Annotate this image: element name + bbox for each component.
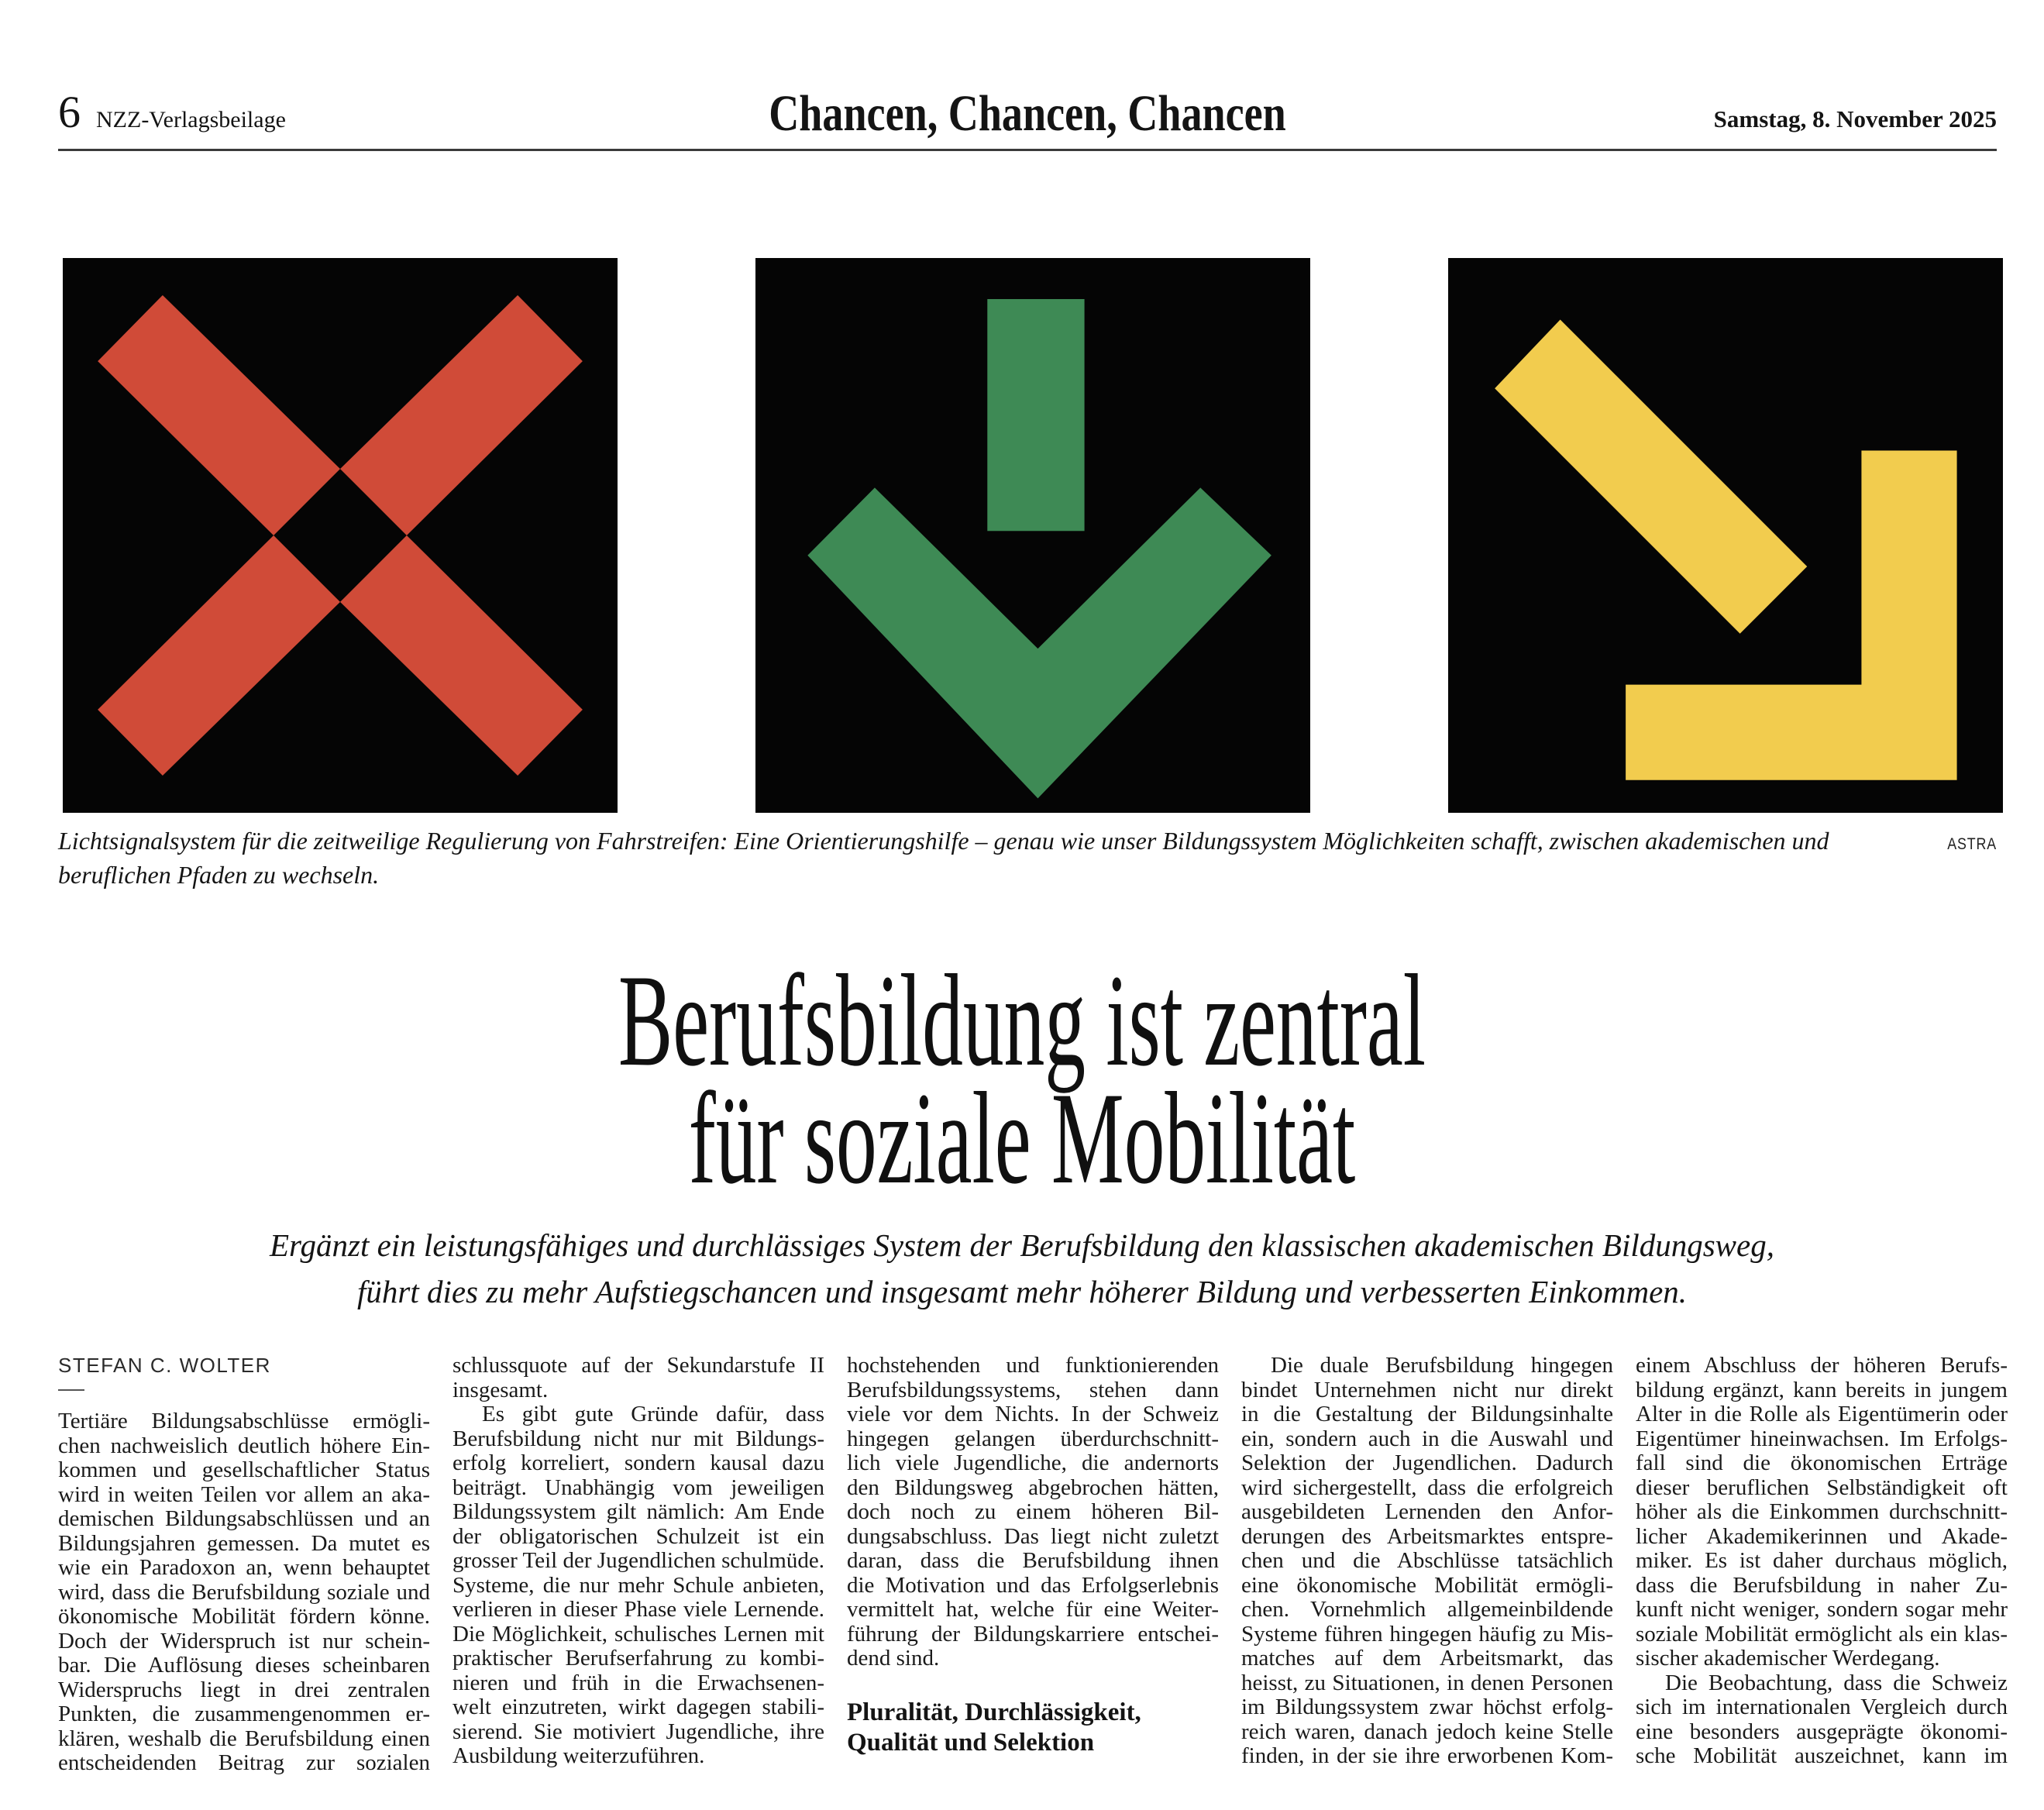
body-text-line: soziale Mobilität ermöglicht als ein klas- — [1636, 1621, 2008, 1647]
section-title: Chancen, Chancen, Chancen — [769, 85, 1286, 142]
body-text-line: Berufsbildungssystems, stehen dann — [847, 1377, 1219, 1402]
page-header — [58, 74, 1997, 142]
body-text-line: Systeme, die nur mehr Schule anbieten, — [453, 1572, 824, 1598]
body-text-line: praktischer Berufserfahrung zu kombi- — [453, 1646, 824, 1671]
body-text-line: der obligatorischen Schulzeit ist ein — [453, 1523, 824, 1549]
article-column-1 — [58, 1354, 430, 1776]
body-text-line: demischen Bildungsabschlüssen und an — [58, 1506, 430, 1531]
body-text-line: Die Möglichkeit, schulisches Lernen mit — [453, 1621, 824, 1647]
article-column-3 — [847, 1354, 1219, 1758]
green-down-arrow-lane-open-icon — [755, 258, 1310, 813]
body-text-line: hingegen gelangen überdurchschnitt- — [847, 1426, 1219, 1451]
body-text-line: Tertiäre Bildungsabschlüsse ermögli- — [58, 1409, 430, 1433]
body-text-line: insgesamt. — [453, 1377, 549, 1402]
headline-line-1: Berufsbildung ist zentral — [618, 948, 1426, 1093]
body-text-line: ausgebildeten Lernenden den Anfor- — [1241, 1499, 1613, 1524]
body-text-line: Selektion der Jugendlichen. Dadurch — [1241, 1450, 1613, 1475]
body-text-line: verlieren in dieser Phase viele Lernende. — [453, 1597, 824, 1622]
body-text-line: kommen und gesellschaftlicher Status — [58, 1457, 430, 1482]
body-text-line: sich im internationalen Vergleich durch — [1636, 1695, 2008, 1719]
body-text-line: erfolg korreliert, sondern kausal dazu — [453, 1450, 824, 1475]
body-text-line: die Motivation und das Erfolgserlebnis — [847, 1572, 1219, 1598]
body-text-line: chen. Vornehmlich allgemeinbildende — [1241, 1597, 1613, 1622]
body-text-line: ein, sondern auch in die Auswahl und — [1241, 1426, 1613, 1451]
body-text-line: ökonomische Mobilität fördern könne. — [58, 1604, 430, 1629]
body-text-line: Alter in die Rolle als Eigentümerin oder — [1636, 1402, 2008, 1426]
body-text-line: reich waren, danach jedoch keine Stelle — [1241, 1719, 1613, 1744]
signal-panel-green-arrow — [755, 258, 1310, 813]
column-subheading: Qualität und Selektion — [847, 1728, 1095, 1757]
body-text-line: Die duale Berufsbildung hingegen — [1271, 1353, 1613, 1378]
body-text-line: bildung ergänzt, kann bereits in jungem — [1636, 1377, 2008, 1402]
body-text-line: wird sichergestellt, dass die erfolgreich — [1241, 1474, 1613, 1500]
issue-date: Samstag, 8. November 2025 — [1713, 105, 1997, 132]
body-text-line: sischer akademischer Werdegang. — [1636, 1646, 1940, 1671]
body-text-line: klären, weshalb die Berufsbildung einen — [58, 1726, 430, 1751]
body-text-line: eine besonders ausgeprägte ökonomi- — [1636, 1719, 2008, 1744]
edition-label: NZZ-Verlagsbeilage — [96, 107, 286, 132]
body-text-line: nieren und früh in die Erwachsenen- — [453, 1670, 824, 1695]
body-text-line: dend sind. — [847, 1646, 940, 1671]
body-text-line: dieser beruflichen Selbständigkeit oft — [1636, 1474, 2008, 1500]
body-text-line: viele vor dem Nichts. In der Schweiz — [847, 1402, 1219, 1426]
body-text-line: bar. Die Auflösung dieses scheinbaren — [58, 1653, 430, 1678]
author-byline: STEFAN C. WOLTER — [58, 1354, 271, 1377]
body-text-line: einem Abschluss der höheren Berufs- — [1636, 1353, 2008, 1378]
body-text-line: Widerspruchs liegt in drei zentralen — [58, 1677, 430, 1702]
body-text-line: führung der Bildungskarriere entschei- — [847, 1621, 1219, 1647]
body-text-line: eine ökonomische Mobilität ermögli- — [1241, 1572, 1613, 1598]
body-text-line: Eigentümer hineinwachsen. Im Erfolgs- — [1636, 1426, 2008, 1451]
signal-panel-red-cross — [63, 258, 618, 813]
body-text-line: wird, dass die Berufsbildung soziale und — [58, 1579, 430, 1605]
body-text-line: Es gibt gute Gründe dafür, dass — [482, 1402, 824, 1426]
body-text-line: lich viele Jugendliche, die andernorts — [847, 1450, 1219, 1475]
yellow-diagonal-arrow-change-lane-icon — [1448, 258, 2003, 813]
body-text-line: matches auf dem Arbeitsmarkt, das — [1241, 1646, 1613, 1671]
body-text-line: Bildungsjahren gemessen. Da mutet es — [58, 1530, 430, 1556]
body-text-line: sierend. Sie motiviert Jugendliche, ihre — [453, 1719, 824, 1744]
body-text-line: den Bildungsweg abgebrochen hätten, — [847, 1474, 1219, 1500]
body-text-line: Die Beobachtung, dass die Schweiz — [1665, 1670, 2008, 1695]
body-text-line: wird in weiten Teilen vor allem an aka- — [58, 1481, 430, 1507]
body-text-line: entscheidenden Beitrag zur sozialen — [58, 1750, 430, 1775]
body-text-line: Systeme führen hingegen häufig zu Mis- — [1241, 1621, 1613, 1647]
body-text-line: licher Akademikerinnen und Akade- — [1636, 1523, 2008, 1549]
article-column-5 — [1636, 1354, 2008, 1769]
photo-credit: ASTRA — [1947, 835, 1997, 853]
body-text-line: beiträgt. Unabhängig vom jeweiligen — [453, 1474, 824, 1500]
article-subheadline — [0, 1222, 2044, 1315]
body-text-line: chen nachweislich deutlich höhere Ein- — [58, 1433, 430, 1458]
body-text-line: dungsabschluss. Das liegt nicht zuletzt — [847, 1523, 1219, 1549]
body-text-line: daran, dass die Berufsbildung ihnen — [847, 1548, 1219, 1573]
column-subheading: Pluralität, Durchlässigkeit, — [847, 1698, 1141, 1726]
body-text-line: sche Mobilität auszeichnet, kann im — [1636, 1743, 2008, 1768]
body-text-line: fall sind die ökonomischen Erträge — [1636, 1450, 2008, 1475]
headline-line-2: für soziale Mobilität — [688, 1065, 1356, 1211]
subheadline-line-1: Ergänzt ein leistungsfähiges und durchlässiges System der Berufsbildung den klassischen akademischen Bildungsweg, — [270, 1227, 1774, 1263]
signal-panel-yellow-arrow — [1448, 258, 2003, 813]
body-text-line: vermittelt hat, welche für eine Weiter- — [847, 1597, 1219, 1622]
article-column-4 — [1241, 1354, 1613, 1769]
body-text-line: grosser Teil der Jugendlichen schulmüde. — [453, 1548, 824, 1573]
figure-caption: Lichtsignalsystem für die zeitweilige Regulierung von Fahrstreifen: Eine Orientierungshilfe – genau wie unser Bildungssystem Möglichkeiten schafft, zwischen akademischen und beruflichen Pfaden zu wechseln. — [58, 827, 1829, 889]
body-text-line: höher als die Einkommen durchschnitt- — [1636, 1499, 2008, 1524]
body-text-line: schlussquote auf der Sekundarstufe II — [453, 1353, 824, 1378]
body-text-line: finden, in der sie ihre erworbenen Kom- — [1241, 1743, 1613, 1768]
body-text-line: Doch der Widerspruch ist nur schein- — [58, 1628, 430, 1653]
body-text-line: derungen des Arbeitsmarktes entspre- — [1241, 1523, 1613, 1549]
traffic-signal-figure — [63, 258, 2044, 813]
body-text-line: kunft nicht weniger, sondern sogar mehr — [1636, 1597, 2008, 1622]
byline-divider — [58, 1389, 84, 1391]
body-text-line: Punkten, die zusammengenommen er- — [58, 1702, 430, 1726]
body-text-line: welt einzutreten, wirkt dagegen stabili- — [453, 1695, 824, 1719]
article-column-2 — [453, 1354, 824, 1769]
header-divider — [58, 149, 1997, 151]
body-text-line: doch noch zu einem höheren Bil- — [847, 1499, 1219, 1524]
body-text-line: chen und die Abschlüsse tatsächlich — [1241, 1548, 1613, 1573]
body-text-line: dass die Berufsbildung in naher Zu- — [1636, 1572, 2008, 1598]
body-text-line: im Bildungssystem zwar höchst erfolg- — [1241, 1695, 1613, 1719]
article-headline — [0, 948, 2044, 1211]
body-text-line: wie ein Paradoxon an, wenn behauptet — [58, 1555, 430, 1580]
body-text-line: miker. Es ist daher durchaus möglich, — [1636, 1548, 2008, 1573]
figure-caption-row — [58, 824, 1997, 892]
article-body — [58, 1354, 2007, 1776]
body-text-line: heisst, zu Situationen, in denen Personen — [1241, 1670, 1613, 1695]
red-cross-lane-closed-icon — [63, 258, 618, 813]
subheadline-line-2: führt dies zu mehr Aufstiegschancen und insgesamt mehr höherer Bildung und verbesserten Einkommen. — [356, 1274, 1688, 1309]
body-text-line: bindet Unternehmen nicht nur direkt — [1241, 1377, 1613, 1402]
body-text-line: in die Gestaltung der Bildungsinhalte — [1241, 1402, 1613, 1426]
body-text-line: Bildungssystem gilt nämlich: Am Ende — [453, 1499, 824, 1524]
page-number: 6 — [58, 87, 81, 137]
body-text-line: hochstehenden und funktionierenden — [847, 1353, 1219, 1378]
body-text-line: Berufsbildung nicht nur mit Bildungs- — [453, 1426, 824, 1451]
body-text-line: Ausbildung weiterzuführen. — [453, 1743, 705, 1768]
